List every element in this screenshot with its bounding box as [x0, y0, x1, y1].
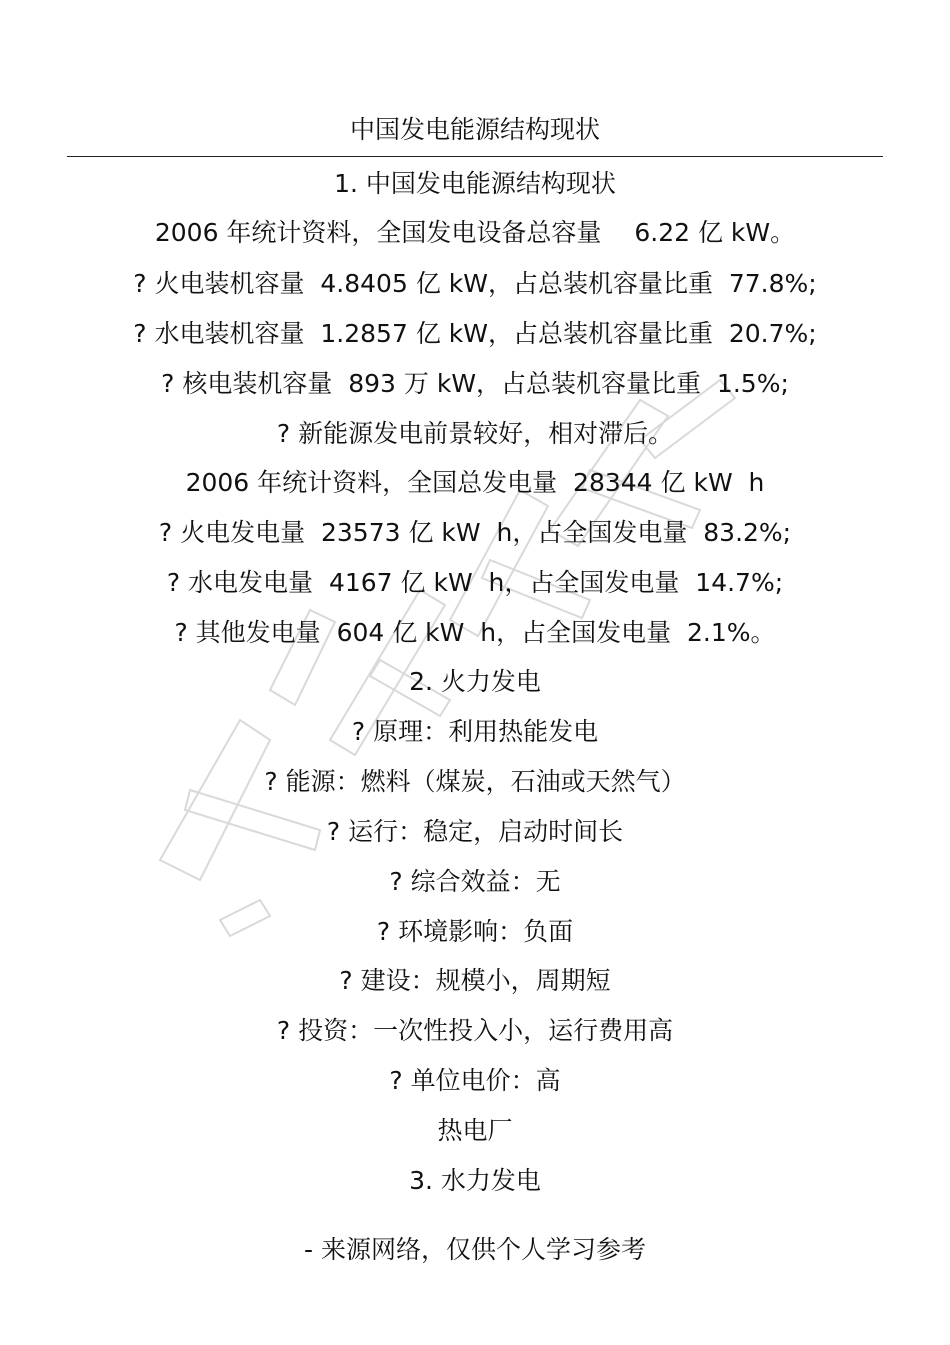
hydro-capacity-item: ? 水电装机容量 1.2857 亿 kW，占总装机容量比重 20.7%; [133, 319, 817, 348]
unit-price-item: ? 单位电价：高 [389, 1066, 561, 1095]
new-energy-item: ? 新能源发电前景较好，相对滞后。 [276, 419, 674, 448]
footer-note: - 来源网络，仅供个人学习参考 [304, 1235, 646, 1264]
energy-source-item: ? 能源：燃料（煤炭，石油或天然气） [264, 767, 686, 796]
other-generation-item: ? 其他发电量 604 亿 kW h，占全国发电量 2.1%。 [174, 618, 776, 647]
environment-item: ? 环境影响：负面 [376, 917, 574, 946]
investment-item: ? 投资：一次性投入小，运行费用高 [276, 1016, 674, 1045]
page-header-title: 中国发电能源结构现状 [349, 115, 600, 144]
thermal-capacity-item: ? 火电装机容量 4.8405 亿 kW，占总装机容量比重 77.8%; [133, 269, 817, 298]
thermal-plant-label: 热电厂 [437, 1116, 513, 1145]
nuclear-capacity-item: ? 核电装机容量 893 万 kW，占总装机容量比重 1.5%; [161, 369, 789, 398]
construction-item: ? 建设：规模小，周期短 [339, 966, 611, 995]
section-heading-3: 3. 水力发电 [409, 1166, 541, 1195]
hydro-generation-item: ? 水电发电量 4167 亿 kW h，占全国发电量 14.7%; [166, 568, 784, 597]
operation-item: ? 运行：稳定，启动时间长 [326, 817, 624, 846]
benefit-item: ? 综合效益：无 [389, 867, 561, 896]
principle-item: ? 原理：利用热能发电 [351, 717, 599, 746]
section-heading-2: 2. 火力发电 [409, 667, 541, 696]
capacity-stat-intro: 2006 年统计资料，全国发电设备总容量 6.22 亿 kW。 [154, 218, 796, 247]
header-divider [67, 156, 883, 157]
thermal-generation-item: ? 火电发电量 23573 亿 kW h，占全国发电量 83.2%; [158, 518, 792, 547]
generation-stat-intro: 2006 年统计资料，全国总发电量 28344 亿 kW h [185, 468, 765, 497]
section-heading-1: 1. 中国发电能源结构现状 [334, 169, 616, 198]
